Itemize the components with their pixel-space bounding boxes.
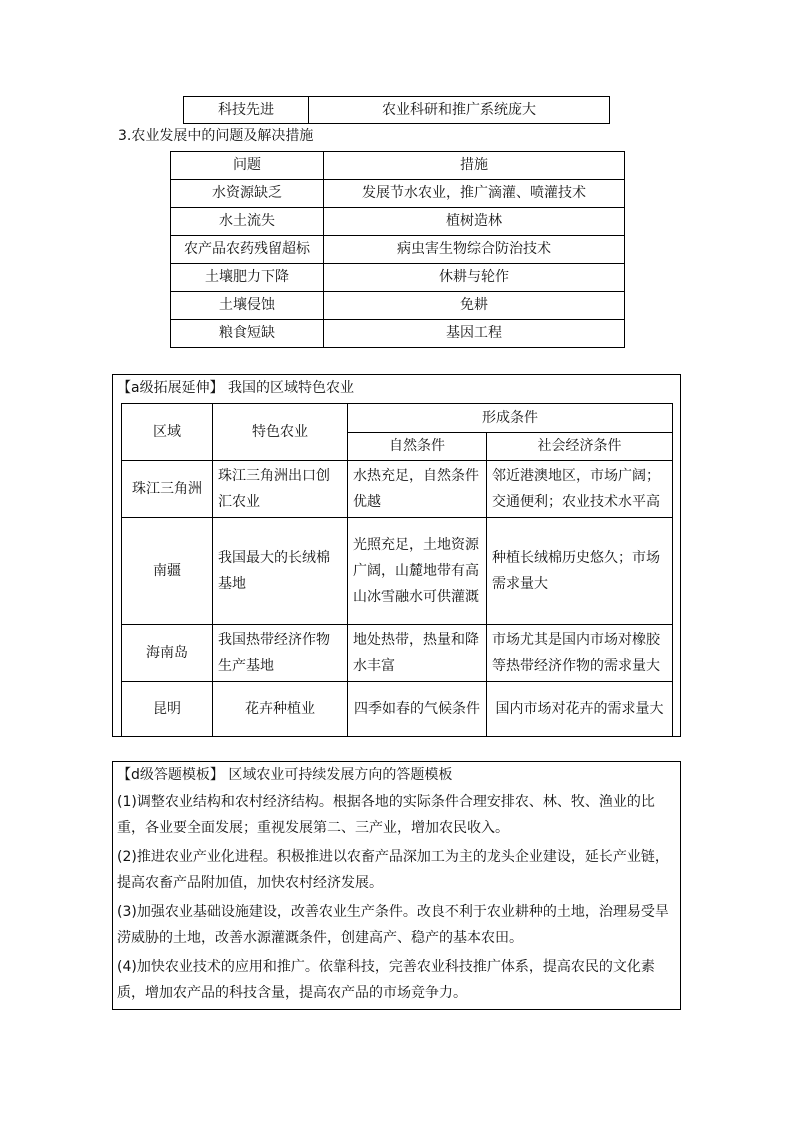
table-cell: 土壤侵蚀 bbox=[171, 292, 324, 320]
table-cell: 水资源缺乏 bbox=[171, 180, 324, 208]
table-cell: 发展节水农业，推广滴灌、喷灌技术 bbox=[324, 180, 625, 208]
tech-table bbox=[183, 96, 610, 124]
table-row bbox=[171, 180, 625, 208]
template-paragraph: (1)调整农业结构和农村经济结构。根据各地的实际条件合理安排农、林、牧、渔业的比重，各业要全面发展；重视发展第二、三产业，增加农民收入。 bbox=[117, 794, 655, 836]
table-cell: 休耕与轮作 bbox=[324, 264, 625, 292]
table-cell: 四季如春的气候条件 bbox=[348, 682, 487, 737]
table-cell: 昆明 bbox=[122, 682, 213, 737]
table-cell: 珠江三角洲 bbox=[122, 461, 213, 518]
header-cell: 形成条件 bbox=[348, 404, 673, 433]
table-row bbox=[184, 97, 610, 124]
header-cell: 措施 bbox=[324, 152, 625, 180]
table-cell: 市场尤其是国内市场对橡胶等热带经济作物的需求量大 bbox=[487, 625, 673, 682]
table-row bbox=[171, 320, 625, 348]
table-cell: 基因工程 bbox=[324, 320, 625, 348]
template-paragraph: (4)加快农业技术的应用和推广。依靠科技，完善农业科技推广体系，提高农民的文化素质，增加农产品的科技含量，提高农产品的市场竞争力。 bbox=[117, 959, 655, 1001]
table-cell: 海南岛 bbox=[122, 625, 213, 682]
answer-template-box bbox=[112, 761, 681, 1010]
header-cell: 区域 bbox=[122, 404, 213, 461]
table-cell: 花卉种植业 bbox=[213, 682, 348, 737]
table-cell: 科技先进 bbox=[184, 97, 309, 124]
template-paragraph: (2)推进农业产业化进程。积极推进以农畜产品深加工为主的龙头企业建设，延长产业链，提高农畜产品附加值，加快农村经济发展。 bbox=[117, 849, 669, 891]
section-title: 3.农业发展中的问题及解决措施 bbox=[118, 128, 314, 144]
table-cell: 珠江三角洲出口创汇农业 bbox=[213, 461, 348, 518]
table-row bbox=[171, 236, 625, 264]
table-cell: 邻近港澳地区，市场广阔；交通便利；农业技术水平高 bbox=[487, 461, 673, 518]
table-cell: 病虫害生物综合防治技术 bbox=[324, 236, 625, 264]
table-row bbox=[122, 461, 673, 518]
box-title: 我国的区域特色农业 bbox=[228, 380, 355, 396]
header-cell: 自然条件 bbox=[348, 432, 487, 461]
table-cell: 免耕 bbox=[324, 292, 625, 320]
table-cell: 水土流失 bbox=[171, 208, 324, 236]
table-row bbox=[171, 264, 625, 292]
level-tag: 【a级拓展延伸】 bbox=[117, 380, 224, 396]
header-cell: 特色农业 bbox=[213, 404, 348, 461]
table-header-row bbox=[122, 404, 673, 433]
table-cell: 地处热带，热量和降水丰富 bbox=[348, 625, 487, 682]
box-heading bbox=[117, 765, 452, 785]
table-row bbox=[122, 625, 673, 682]
table-row bbox=[171, 208, 625, 236]
table-row bbox=[171, 292, 625, 320]
table-cell: 植树造林 bbox=[324, 208, 625, 236]
table-cell: 种植长绒棉历史悠久；市场需求量大 bbox=[487, 518, 673, 625]
problems-table bbox=[170, 151, 625, 348]
box-heading bbox=[117, 378, 354, 398]
header-cell: 社会经济条件 bbox=[487, 432, 673, 461]
template-paragraph: (3)加强农业基础设施建设，改善农业生产条件。改良不利于农业耕种的土地，治理易受旱涝威胁的土地，改善水源灌溉条件，创建高产、稳产的基本农田。 bbox=[117, 904, 669, 946]
header-cell: 问题 bbox=[171, 152, 324, 180]
table-cell: 我国热带经济作物生产基地 bbox=[213, 625, 348, 682]
table-cell: 粮食短缺 bbox=[171, 320, 324, 348]
level-tag: 【d级答题模板】 bbox=[117, 767, 224, 783]
table-cell: 我国最大的长绒棉基地 bbox=[213, 518, 348, 625]
table-cell: 国内市场对花卉的需求量大 bbox=[487, 682, 673, 737]
table-header-row bbox=[171, 152, 625, 180]
table-cell: 水热充足，自然条件优越 bbox=[348, 461, 487, 518]
table-cell: 土壤肥力下降 bbox=[171, 264, 324, 292]
box-title: 区域农业可持续发展方向的答题模板 bbox=[228, 767, 453, 783]
table-cell: 农产品农药残留超标 bbox=[171, 236, 324, 264]
table-cell: 南疆 bbox=[122, 518, 213, 625]
table-cell: 光照充足，土地资源广阔，山麓地带有高山冰雪融水可供灌溉 bbox=[348, 518, 487, 625]
table-row bbox=[122, 682, 673, 737]
regional-agriculture-table bbox=[121, 403, 673, 737]
table-row bbox=[122, 518, 673, 625]
table-cell: 农业科研和推广系统庞大 bbox=[309, 97, 610, 124]
regional-agriculture-box bbox=[112, 374, 681, 737]
